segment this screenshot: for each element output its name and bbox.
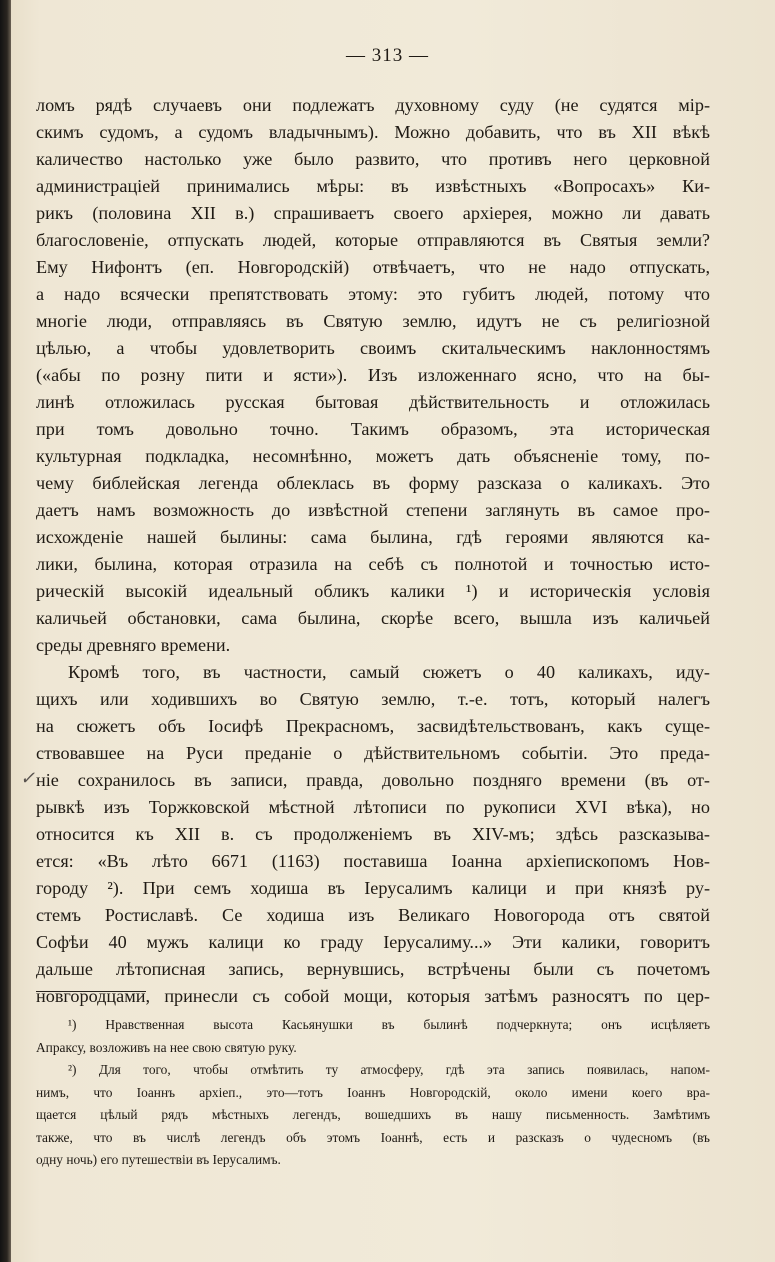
text-line: дальше лѣтописная запись, вернувшись, встрѣчены были съ почетомъ [36, 959, 710, 979]
text-line: городу ²). При семъ ходиша въ Іерусалимъ калици и при князѣ ру- [36, 878, 710, 898]
text-line: стемъ Ростиславѣ. Се ходиша изъ Великаго Новогорода отъ святой [36, 905, 710, 925]
text-line: среды древняго времени. [36, 635, 231, 655]
footnote-line: ²) Для того, чтобы отмѣтить ту атмосферу, гдѣ эта запись появилась, напом- [68, 1062, 710, 1077]
text-line: даетъ намъ возможность до извѣстной степени заглянуть въ самое про- [36, 500, 710, 520]
footnote-line: нимъ, что Іоаннъ архіеп., это—тотъ Іоаннъ Новгородскій, около имени коего вра- [36, 1084, 710, 1100]
text-line: а надо всячески препятствовать этому: это губитъ людей, потому что [36, 284, 710, 304]
text-line: рикъ (половина XII в.) спрашиваетъ своего архіерея, можно ли давать [36, 203, 710, 223]
text-line: Кромѣ того, въ частности, самый сюжетъ о 40 каликахъ, иду- [68, 662, 710, 682]
footnote-line: Апраксу, возложивъ на нее свою святую руку. [36, 1039, 297, 1055]
text-line: каличьей обстановки, сама былина, скорѣе всего, вышла изъ каличьей [36, 608, 710, 628]
text-line: чему библейская легенда облеклась въ форму разсказа о каликахъ. Это [36, 473, 710, 493]
handwritten-margin-checkmark: ✓ [20, 768, 36, 788]
text-line: Софѣи 40 мужъ калици ко граду Іерусалиму...» Эти калики, говоритъ [36, 932, 710, 952]
text-line: лики, былина, которая отразила на себѣ съ полнотой и точностью исто- [36, 554, 710, 574]
text-line: ніе сохранилось въ записи, правда, довольно поздняго времени (въ от- [36, 770, 710, 790]
text-line: рывкѣ изъ Торжковской мѣстной лѣтописи по рукописи XVI вѣка), но [36, 797, 710, 817]
footnotes-block [36, 1014, 710, 1172]
footnote-divider [36, 991, 146, 992]
text-line: новгородцами, принесли съ собой мощи, которыя затѣмъ разносятъ по цер- [36, 986, 710, 1006]
text-line: ствовавшее на Руси преданіе о дѣйствительномъ событіи. Это преда- [36, 743, 710, 763]
text-line: скимъ судомъ, а судомъ владычнымъ). Можно добавить, что въ XII вѣкѣ [36, 122, 710, 142]
text-line: линѣ отложилась русская бытовая дѣйствительность и отложилась [36, 392, 710, 412]
text-line: щихъ или ходившихъ во Святую землю, т.-е. тотъ, который налегъ [36, 689, 710, 709]
text-line: рическій высокій идеальный обликъ калики ¹) и историческія условія [36, 581, 710, 601]
book-binding-edge [0, 0, 11, 1262]
text-line: Ему Нифонтъ (еп. Новгородскій) отвѣчаетъ, что не надо отпускать, [36, 257, 710, 277]
footnote-line: щается цѣлый рядъ мѣстныхъ легендъ, вошедшихъ въ нашу письменность. Замѣтимъ [36, 1107, 710, 1122]
text-line: каличество настолько уже было развито, что противъ него церковной [36, 149, 710, 169]
text-line: ется: «Въ лѣто 6671 (1163) поставиша Іоанна архіепископомъ Нов- [36, 851, 710, 871]
text-line: на сюжетъ объ Іосифѣ Прекрасномъ, засвидѣтельствованъ, какъ суще- [36, 716, 710, 736]
page-number: — 313 — [346, 45, 429, 66]
footnote-line: ¹) Нравственная высота Касьянушки въ былинѣ подчеркнута; онъ исцѣляетъ [68, 1017, 710, 1032]
text-line: благословеніе, отпускать людей, которые отправляются въ Святыя земли? [36, 230, 710, 250]
text-line: культурная подкладка, несомнѣнно, можетъ дать объясненіе тому, по- [36, 446, 710, 466]
main-text-block [36, 92, 710, 1010]
text-line: исхожденіе нашей былины: сама былина, гдѣ героями являются ка- [36, 527, 710, 547]
text-line: при томъ довольно точно. Такимъ образомъ, эта историческая [36, 419, 710, 439]
text-line: («абы по розну пити и ясти»). Изъ изложеннаго ясно, что на бы- [36, 365, 710, 385]
text-line: относится къ XII в. съ продолженіемъ въ XIV-мъ; здѣсь разсказыва- [36, 824, 710, 844]
footnote-line: одну ночь) его путешествіи въ Іерусалимъ. [36, 1152, 281, 1167]
footnote-line: также, что въ числѣ легендъ объ этомъ Іоаннѣ, есть и разсказъ о чудесномъ (въ [36, 1129, 710, 1145]
text-line: многіе люди, отправляясь въ Святую землю, идутъ не съ религіозной [36, 311, 710, 331]
text-line: администраціей принимались мѣры: въ извѣстныхъ «Вопросахъ» Ки- [36, 176, 710, 196]
text-line: цѣлью, а чтобы удовлетворить своимъ скитальческимъ наклонностямъ [36, 338, 710, 358]
text-line: ломъ рядѣ случаевъ они подлежатъ духовному суду (не судятся мір- [36, 95, 710, 115]
